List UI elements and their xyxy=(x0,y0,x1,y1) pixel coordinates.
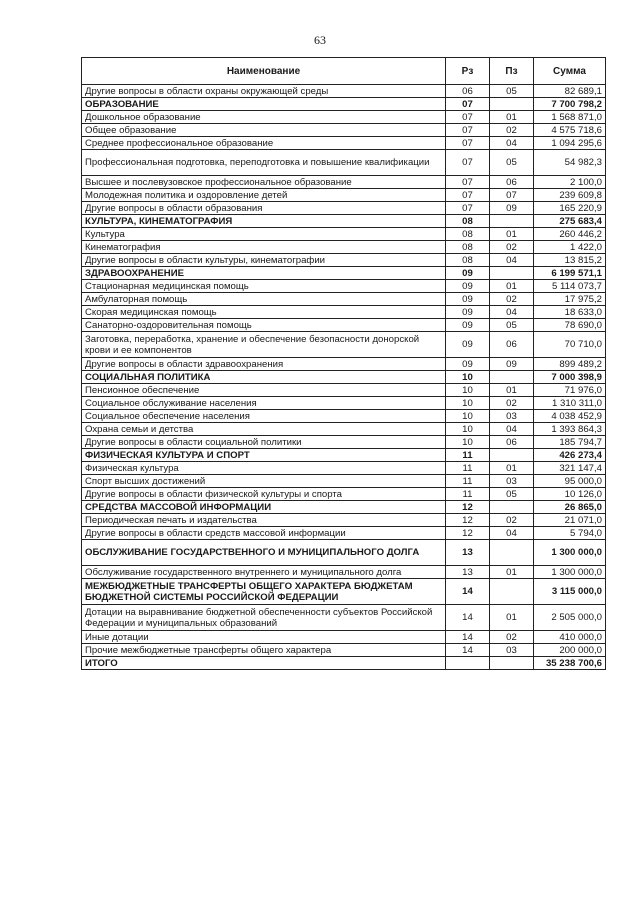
row-pz: 01 xyxy=(490,111,534,124)
row-sum: 1 310 311,0 xyxy=(534,397,606,410)
row-sum: 239 609,8 xyxy=(534,189,606,202)
table-header-row xyxy=(82,58,606,85)
row-rz: 13 xyxy=(446,566,490,579)
table-row xyxy=(82,306,606,319)
row-name: КУЛЬТУРА, КИНЕМАТОГРАФИЯ xyxy=(82,215,446,228)
row-pz: 04 xyxy=(490,254,534,267)
table-row xyxy=(82,410,606,423)
header-pz: Пз xyxy=(490,58,534,85)
row-sum: 3 115 000,0 xyxy=(534,579,606,605)
row-name: Физическая культура xyxy=(82,462,446,475)
row-pz: 09 xyxy=(490,358,534,371)
row-pz: 05 xyxy=(490,85,534,98)
row-name: Обслуживание государственного внутреннего и муниципального долга xyxy=(82,566,446,579)
row-name: ОБРАЗОВАНИЕ xyxy=(82,98,446,111)
row-rz: 14 xyxy=(446,579,490,605)
row-name: МЕЖБЮДЖЕТНЫЕ ТРАНСФЕРТЫ ОБЩЕГО ХАРАКТЕРА БЮДЖЕТАМ БЮДЖЕТНОЙ СИСТЕМЫ РОССИЙСКОЙ ФЕДЕРАЦИИ xyxy=(82,579,446,605)
row-sum: 7 700 798,2 xyxy=(534,98,606,111)
table-row xyxy=(82,293,606,306)
row-sum: 1 393 864,3 xyxy=(534,423,606,436)
row-sum: 260 446,2 xyxy=(534,228,606,241)
row-sum: 426 273,4 xyxy=(534,449,606,462)
row-name: СРЕДСТВА МАССОВОЙ ИНФОРМАЦИИ xyxy=(82,501,446,514)
row-sum: 5 114 073,7 xyxy=(534,280,606,293)
row-rz: 09 xyxy=(446,332,490,358)
table-row xyxy=(82,397,606,410)
row-name: Другие вопросы в области социальной политики xyxy=(82,436,446,449)
row-pz: 06 xyxy=(490,176,534,189)
row-rz: 11 xyxy=(446,488,490,501)
row-rz: 07 xyxy=(446,137,490,150)
row-sum: 10 126,0 xyxy=(534,488,606,501)
row-name: Культура xyxy=(82,228,446,241)
row-sum: 4 575 718,6 xyxy=(534,124,606,137)
row-name: ОБСЛУЖИВАНИЕ ГОСУДАРСТВЕННОГО И МУНИЦИПАЛЬНОГО ДОЛГА xyxy=(82,540,446,566)
row-rz: 14 xyxy=(446,631,490,644)
row-rz: 10 xyxy=(446,397,490,410)
row-sum: 1 094 295,6 xyxy=(534,137,606,150)
row-pz: 06 xyxy=(490,332,534,358)
row-rz: 08 xyxy=(446,228,490,241)
row-sum: 899 489,2 xyxy=(534,358,606,371)
row-pz: 01 xyxy=(490,566,534,579)
row-name: Санаторно-оздоровительная помощь xyxy=(82,319,446,332)
row-rz: 10 xyxy=(446,423,490,436)
row-sum: 275 683,4 xyxy=(534,215,606,228)
table-row xyxy=(82,267,606,280)
row-pz: 04 xyxy=(490,137,534,150)
row-name: Дошкольное образование xyxy=(82,111,446,124)
row-name: Другие вопросы в области культуры, кинематографии xyxy=(82,254,446,267)
row-name: ФИЗИЧЕСКАЯ КУЛЬТУРА И СПОРТ xyxy=(82,449,446,462)
row-pz: 05 xyxy=(490,319,534,332)
row-rz: 09 xyxy=(446,319,490,332)
table-row xyxy=(82,566,606,579)
row-pz xyxy=(490,540,534,566)
table-row xyxy=(82,85,606,98)
row-name: Социальное обеспечение населения xyxy=(82,410,446,423)
table-row xyxy=(82,228,606,241)
row-rz: 14 xyxy=(446,644,490,657)
row-rz: 12 xyxy=(446,527,490,540)
row-name: Охрана семьи и детства xyxy=(82,423,446,436)
row-rz: 09 xyxy=(446,306,490,319)
row-pz: 01 xyxy=(490,605,534,631)
row-pz: 02 xyxy=(490,397,534,410)
row-sum: 165 220,9 xyxy=(534,202,606,215)
table-row xyxy=(82,137,606,150)
row-sum: 410 000,0 xyxy=(534,631,606,644)
row-pz: 03 xyxy=(490,410,534,423)
row-name: ИТОГО xyxy=(82,657,446,670)
row-pz: 01 xyxy=(490,462,534,475)
row-pz: 03 xyxy=(490,644,534,657)
row-rz: 10 xyxy=(446,410,490,423)
row-sum: 200 000,0 xyxy=(534,644,606,657)
row-rz: 10 xyxy=(446,436,490,449)
table-row xyxy=(82,254,606,267)
row-name: Другие вопросы в области охраны окружающей среды xyxy=(82,85,446,98)
row-name: Периодическая печать и издательства xyxy=(82,514,446,527)
row-name: Скорая медицинская помощь xyxy=(82,306,446,319)
row-rz: 09 xyxy=(446,267,490,280)
table-row xyxy=(82,241,606,254)
row-sum: 7 000 398,9 xyxy=(534,371,606,384)
row-pz: 04 xyxy=(490,527,534,540)
row-rz: 07 xyxy=(446,189,490,202)
row-pz: 02 xyxy=(490,124,534,137)
row-sum: 5 794,0 xyxy=(534,527,606,540)
table-row xyxy=(82,215,606,228)
row-pz: 01 xyxy=(490,384,534,397)
table-row xyxy=(82,111,606,124)
table-row xyxy=(82,176,606,189)
header-name: Наименование xyxy=(82,58,446,85)
row-name: ЗДРАВООХРАНЕНИЕ xyxy=(82,267,446,280)
table-row xyxy=(82,358,606,371)
table-row xyxy=(82,462,606,475)
row-rz: 13 xyxy=(446,540,490,566)
table-row xyxy=(82,631,606,644)
row-name: Кинематография xyxy=(82,241,446,254)
table-row xyxy=(82,657,606,670)
row-rz: 08 xyxy=(446,241,490,254)
row-name: Высшее и послевузовское профессиональное образование xyxy=(82,176,446,189)
row-rz: 11 xyxy=(446,462,490,475)
row-rz xyxy=(446,657,490,670)
row-sum: 2 505 000,0 xyxy=(534,605,606,631)
row-rz: 08 xyxy=(446,215,490,228)
row-pz: 05 xyxy=(490,488,534,501)
table-row xyxy=(82,371,606,384)
row-rz: 07 xyxy=(446,98,490,111)
row-name: Другие вопросы в области здравоохранения xyxy=(82,358,446,371)
header-rz: Рз xyxy=(446,58,490,85)
row-sum: 1 568 871,0 xyxy=(534,111,606,124)
table-row xyxy=(82,475,606,488)
row-pz xyxy=(490,579,534,605)
row-pz xyxy=(490,501,534,514)
row-pz xyxy=(490,267,534,280)
row-name: Другие вопросы в области средств массовой информации xyxy=(82,527,446,540)
row-sum: 26 865,0 xyxy=(534,501,606,514)
row-sum: 1 422,0 xyxy=(534,241,606,254)
row-pz: 02 xyxy=(490,514,534,527)
row-rz: 10 xyxy=(446,384,490,397)
row-sum: 71 976,0 xyxy=(534,384,606,397)
row-rz: 11 xyxy=(446,475,490,488)
row-name: СОЦИАЛЬНАЯ ПОЛИТИКА xyxy=(82,371,446,384)
row-name: Молодежная политика и оздоровление детей xyxy=(82,189,446,202)
row-pz: 09 xyxy=(490,202,534,215)
row-rz: 07 xyxy=(446,202,490,215)
table-row xyxy=(82,202,606,215)
row-sum: 70 710,0 xyxy=(534,332,606,358)
row-sum: 4 038 452,9 xyxy=(534,410,606,423)
table-row xyxy=(82,449,606,462)
table-row xyxy=(82,540,606,566)
row-pz: 05 xyxy=(490,150,534,176)
table-row xyxy=(82,527,606,540)
row-pz xyxy=(490,657,534,670)
table-row xyxy=(82,124,606,137)
row-rz: 08 xyxy=(446,254,490,267)
table-row xyxy=(82,488,606,501)
row-pz: 02 xyxy=(490,631,534,644)
table-row xyxy=(82,384,606,397)
budget-table xyxy=(81,57,606,670)
table-row xyxy=(82,644,606,657)
row-name: Дотации на выравнивание бюджетной обеспеченности субъектов Российской Федерации и муниципальных образований xyxy=(82,605,446,631)
row-pz: 01 xyxy=(490,280,534,293)
row-pz: 04 xyxy=(490,423,534,436)
row-pz: 02 xyxy=(490,241,534,254)
table-row xyxy=(82,332,606,358)
row-rz: 09 xyxy=(446,280,490,293)
table-row xyxy=(82,98,606,111)
row-pz: 02 xyxy=(490,293,534,306)
row-pz xyxy=(490,449,534,462)
table-row xyxy=(82,436,606,449)
row-name: Другие вопросы в области физической культуры и спорта xyxy=(82,488,446,501)
row-name: Другие вопросы в области образования xyxy=(82,202,446,215)
table-row xyxy=(82,280,606,293)
row-sum: 1 300 000,0 xyxy=(534,540,606,566)
row-pz: 01 xyxy=(490,228,534,241)
table-row xyxy=(82,501,606,514)
table-row xyxy=(82,319,606,332)
row-rz: 09 xyxy=(446,358,490,371)
table-row xyxy=(82,605,606,631)
row-sum: 13 815,2 xyxy=(534,254,606,267)
table-row xyxy=(82,423,606,436)
row-pz xyxy=(490,371,534,384)
row-rz: 14 xyxy=(446,605,490,631)
row-name: Общее образование xyxy=(82,124,446,137)
table-row xyxy=(82,150,606,176)
row-name: Социальное обслуживание населения xyxy=(82,397,446,410)
row-sum: 54 982,3 xyxy=(534,150,606,176)
row-name: Пенсионное обеспечение xyxy=(82,384,446,397)
row-rz: 12 xyxy=(446,514,490,527)
row-sum: 6 199 571,1 xyxy=(534,267,606,280)
row-name: Заготовка, переработка, хранение и обеспечение безопасности донорской крови и ее компонентов xyxy=(82,332,446,358)
row-sum: 2 100,0 xyxy=(534,176,606,189)
row-name: Стационарная медицинская помощь xyxy=(82,280,446,293)
row-name: Спорт высших достижений xyxy=(82,475,446,488)
row-sum: 17 975,2 xyxy=(534,293,606,306)
row-rz: 07 xyxy=(446,124,490,137)
row-name: Иные дотации xyxy=(82,631,446,644)
row-name: Среднее профессиональное образование xyxy=(82,137,446,150)
page-number: 63 xyxy=(314,33,326,47)
row-name: Прочие межбюджетные трансферты общего характера xyxy=(82,644,446,657)
table-row xyxy=(82,189,606,202)
row-name: Амбулаторная помощь xyxy=(82,293,446,306)
row-rz: 07 xyxy=(446,111,490,124)
row-sum: 78 690,0 xyxy=(534,319,606,332)
row-pz: 07 xyxy=(490,189,534,202)
row-pz xyxy=(490,215,534,228)
row-sum: 185 794,7 xyxy=(534,436,606,449)
row-pz xyxy=(490,98,534,111)
row-rz: 12 xyxy=(446,501,490,514)
header-sum: Сумма xyxy=(534,58,606,85)
row-sum: 321 147,4 xyxy=(534,462,606,475)
table-body xyxy=(82,85,606,670)
row-sum: 21 071,0 xyxy=(534,514,606,527)
row-name: Профессиональная подготовка, переподготовка и повышение квалификации xyxy=(82,150,446,176)
row-rz: 07 xyxy=(446,150,490,176)
row-pz: 03 xyxy=(490,475,534,488)
row-rz: 10 xyxy=(446,371,490,384)
row-rz: 06 xyxy=(446,85,490,98)
row-rz: 11 xyxy=(446,449,490,462)
table-row xyxy=(82,579,606,605)
row-sum: 1 300 000,0 xyxy=(534,566,606,579)
table-row xyxy=(82,514,606,527)
row-sum: 18 633,0 xyxy=(534,306,606,319)
row-rz: 07 xyxy=(446,176,490,189)
row-sum: 95 000,0 xyxy=(534,475,606,488)
row-rz: 09 xyxy=(446,293,490,306)
row-sum: 35 238 700,6 xyxy=(534,657,606,670)
row-pz: 06 xyxy=(490,436,534,449)
row-pz: 04 xyxy=(490,306,534,319)
row-sum: 82 689,1 xyxy=(534,85,606,98)
